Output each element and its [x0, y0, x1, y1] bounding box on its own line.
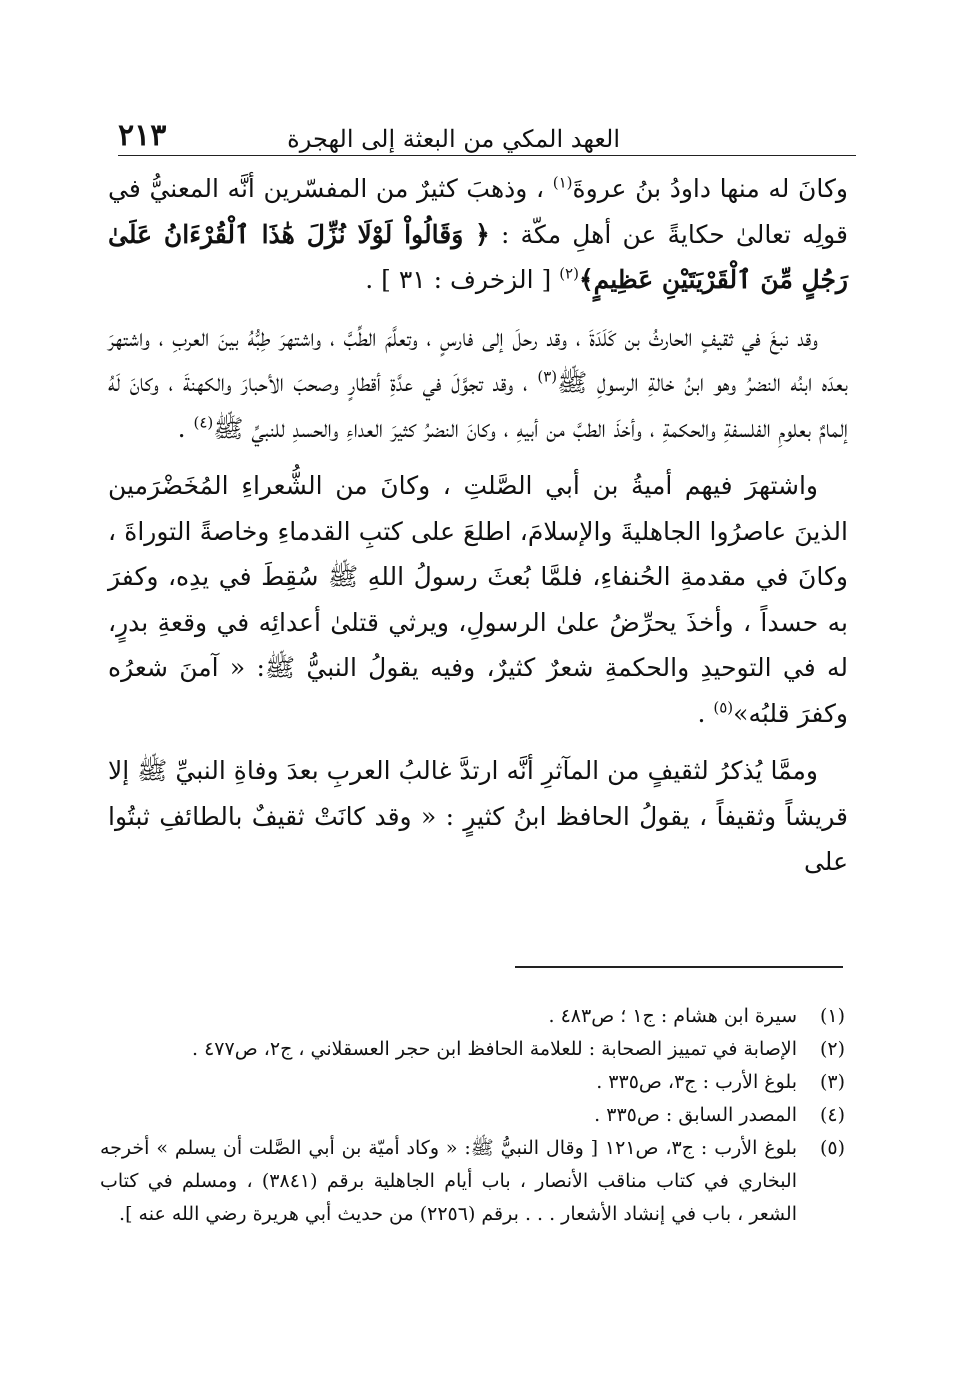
paragraph-4: [108, 748, 848, 885]
paragraph-3-text-end: .: [697, 698, 714, 728]
footnote-text: الإصابة في تمييز الصحابة : للعلامة الحافظ ابن حجر العسقلاني ، ج٢، ص٤٧٧ .: [191, 1038, 797, 1060]
footnote-item: [100, 1000, 845, 1033]
footnote-item: [100, 1066, 845, 1099]
paragraph-1-text-before: وكانَ له منها داودُ بنُ عروةَ: [572, 174, 849, 203]
footnote-number: (٤): [819, 1104, 845, 1126]
quran-verse: ﴿ وَقَالُواْ لَوْلَا نُزِّلَ هَٰذَا ٱلْقُرْءَانُ عَلَىٰ رَجُلٍ مِّنَ ٱلْقَرْيَتَيْنِ عَظِيمٍ﴾: [108, 219, 848, 294]
running-title: العهد المكي من البعثة إلى الهجرة: [287, 125, 620, 153]
footnotes-list: [100, 1000, 845, 1231]
paragraph-1-text-middle: ، وذهبَ كثيرٌ من المفسّرين أنَّه المعنيُّ في قولِه تعالىٰ حكايةً عن أهلِ مكّة :: [108, 174, 848, 249]
paragraph-1: [108, 166, 848, 303]
footnote-divider: [515, 966, 843, 968]
page-number: ٢١٣: [118, 118, 167, 153]
paragraph-3-text: واشتهرَ فيهم أميةُ بن أبي الصَّلتِ ، وكانَ من الشُّعراءِ المُخَضْرَمين الذينَ عاصرُوا الجاهليةَ والإسلامَ، اطلعَ على كتبِ القدماءِ وخاصةً التوراةَ ، وكانَ في مقدمةِ الحُنفاءِ، فلمَّا بُعثَ رسولُ اللهِ ﷺ سُقِطَ في يدِه، وكفرَ به حسداً ، وأخذَ يحرِّضُ علىٰ الرسولِ، ويرثي قتلىٰ أعدائِه في وقعةِ بدرٍ، له في التوحيدِ والحكمةِ شعرٌ كثيرٌ، وفيه يقولُ النبيُّ ﷺ: « آمنَ شعرُه وكفرَ قلبُه»: [108, 471, 848, 728]
paragraph-2: [108, 315, 848, 452]
footnote-text: المصدر السابق : ص٣٣٥ .: [594, 1104, 797, 1126]
footnote-ref-2: (٢): [559, 264, 579, 283]
footnote-number: (٥): [819, 1137, 845, 1159]
footnote-number: (١): [819, 1005, 845, 1027]
main-text: [108, 166, 848, 897]
paragraph-4-text: وممَّا يُذكرُ لثقيفٍ من المآثرِ أنَّه ارتدَّ غالبُ العربِ بعدَ وفاةِ النبيِّ ﷺ إلا قريشاً وثقيفاً ، يقولُ الحافظ ابنُ كثيرٍ : « وقد كانَتْ ثقيفٌ بالطائفِ ثبتُوا على: [108, 756, 848, 876]
footnote-text: بلوغ الأرب : ج٣، ص١٢١ [ وقال النبيُّ ﷺ: « وكاد أميّة بن أبي الصَّلت أن يسلم » أخرجه البخاري في كتاب مناقب الأنصار ، باب أيام الجاهلية برقم (٣٨٤١) ، ومسلم في كتاب الشعر ، باب في إنشاد الأشعار . . . برقم (٢٢٥٦) من حديث أبي هريرة رضي الله عنه ].: [100, 1137, 797, 1225]
page-header: [118, 98, 856, 156]
paragraph-3: [108, 463, 848, 736]
footnote-ref-4: (٤): [193, 413, 214, 432]
paragraph-2-text-after: ، وقد تجوَّلَ في عدَّةِ أقطارٍ وصحبَ الأحبارَ والكهنةَ ، وكانَ لَهُ إلمامٌ بعلومِ الفلسفةِ والحكمةِ ، وأخذَ الطبَّ من أبيهِ ، وكانَ النضرُ كثيرَ العداءِ والحسدِ للنبيِّ ﷺ: [108, 368, 848, 443]
footnote-number: (٢): [819, 1038, 845, 1060]
footnote-ref-5: (٥): [713, 698, 734, 717]
footnote-text: سيرة ابن هشام : ج١ ؛ ص٤٨٣ .: [548, 1005, 797, 1027]
footnote-number: (٣): [819, 1071, 845, 1093]
footnote-text: بلوغ الأرب : ج٣، ص٣٣٥ .: [596, 1071, 797, 1093]
footnote-item: [100, 1033, 845, 1066]
footnote-item: [100, 1132, 845, 1231]
footnote-ref-3: (٣): [537, 367, 558, 386]
footnote-ref-1: (١): [552, 173, 573, 192]
paragraph-1-text-after: [ الزخرف : ٣١ ] .: [365, 265, 560, 294]
footnote-item: [100, 1099, 845, 1132]
paragraph-2-text-before: وقد نبغَ في ثقيفٍ الحارثُ بن كَلَدَةَ ، وقد رحلَ إلى فارسٍ ، وتعلَّمَ الطِّبَّ ، واشتهرَ طِبُّهُ بينَ العربِ ، واشتهرَ بعدَه ابنُه النضرُ وهو ابنُ خالةِ الرسولِ ﷺ: [108, 322, 848, 397]
paragraph-2-text-end: .: [177, 413, 194, 443]
